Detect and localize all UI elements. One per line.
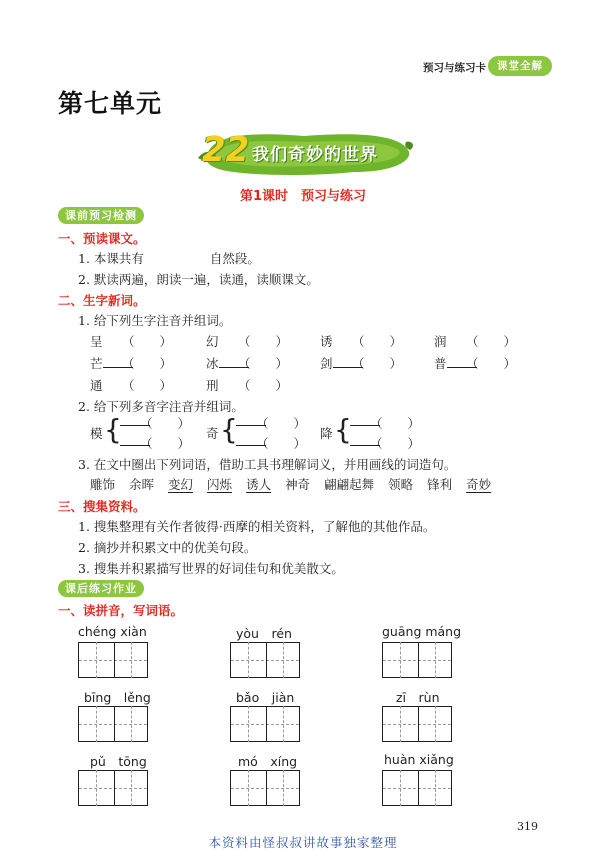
paren: （ ） <box>122 378 173 393</box>
section-heading-2: 二、生字新词。 <box>58 293 146 308</box>
polyphone-group <box>320 414 430 450</box>
question-2-2: 2. 给下列多音字注音并组词。 <box>78 399 244 414</box>
pinyin-label: zī rùn <box>396 690 440 705</box>
paren: （ ） <box>140 436 191 451</box>
char-cell: 呈 <box>90 334 103 349</box>
char-cell: 芒 <box>90 354 133 372</box>
char-cell: 诱 <box>320 334 333 349</box>
vocab-row <box>90 475 491 493</box>
polyphone-group <box>206 414 316 450</box>
section-pill-preview: 课前预习检测 <box>58 207 144 224</box>
pinyin-label: pǔ tōng <box>90 754 147 769</box>
question-1-1 <box>78 249 260 267</box>
footer-watermark: 本资料由怪叔叔讲故事独家整理 <box>208 835 398 850</box>
vocab-word: 翩翩起舞 <box>324 477 375 492</box>
vocab-word: 雕饰 <box>90 477 116 492</box>
polyphone-char: 模 <box>90 426 103 441</box>
paren: （ ） <box>352 356 403 371</box>
char-cell: 普 <box>434 354 477 372</box>
vocab-word: 领略 <box>388 477 414 492</box>
char-cell: 冰 <box>206 354 249 372</box>
question-2-1: 1. 给下列生字注音并组词。 <box>78 313 232 328</box>
lesson-banner <box>194 128 416 178</box>
paren: （ ） <box>122 334 173 349</box>
char-cell: 刑 <box>206 378 219 393</box>
writing-grid[interactable] <box>382 642 452 678</box>
header-badge: 课堂全解 <box>488 56 552 76</box>
banner-title: 我们奇妙的世界 <box>252 145 378 165</box>
vocab-word: 余晖 <box>129 477 155 492</box>
header-label: 预习与练习卡 <box>423 62 486 74</box>
pinyin-label: mó xíng <box>238 754 298 769</box>
polyphone-group <box>90 414 200 450</box>
writing-grid[interactable] <box>78 770 148 806</box>
section-pill-homework: 课后练习作业 <box>58 580 144 597</box>
vocab-word: 锋利 <box>427 477 453 492</box>
paren: （ ） <box>238 334 289 349</box>
polyphone-char: 降 <box>320 426 333 441</box>
paren: （ ） <box>466 356 517 371</box>
paren: （ ） <box>466 334 517 349</box>
writing-grid[interactable] <box>382 770 452 806</box>
char-cell: 通 <box>90 378 103 393</box>
question-3-1: 1. 搜集整理有关作者彼得·西摩的相关资料，了解他的其他作品。 <box>78 519 436 534</box>
pinyin-label: yòu rén <box>236 626 292 641</box>
paren: （ ） <box>370 436 421 451</box>
char-cell: 剑 <box>320 354 363 372</box>
writing-grid[interactable] <box>382 706 452 742</box>
paren: （ ） <box>370 416 421 431</box>
paren: （ ） <box>238 378 289 393</box>
pinyin-label: huàn xiǎng <box>384 752 454 767</box>
vocab-word-underlined: 奇妙 <box>466 477 492 492</box>
question-2-3: 3. 在文中圈出下列词语，借助工具书理解词义，并用画线的词造句。 <box>78 457 457 472</box>
question-text-end: 自然段。 <box>209 251 260 266</box>
vocab-word-underlined: 闪烁 <box>207 477 233 492</box>
vocab-word: 神奇 <box>285 477 311 492</box>
pinyin-label: bīng lěng <box>84 690 151 705</box>
paren: （ ） <box>256 416 307 431</box>
brace-icon: { <box>334 413 352 446</box>
section-heading-3: 三、搜集资料。 <box>58 499 146 514</box>
writing-grid[interactable] <box>230 706 300 742</box>
lesson-title: 第1课时 预习与练习 <box>239 189 367 204</box>
pinyin-label: bǎo jiàn <box>236 690 295 705</box>
brace-icon: { <box>220 413 238 446</box>
brace-icon: { <box>104 413 122 446</box>
pinyin-label: guāng máng <box>382 624 462 639</box>
question-1-2: 2. 默读两遍，朗读一遍，读通，读顺课文。 <box>78 272 319 287</box>
paren: （ ） <box>256 436 307 451</box>
section-heading-homework: 一、读拼音，写词语。 <box>58 603 184 618</box>
unit-title: 第七单元 <box>58 89 163 118</box>
paren: （ ） <box>122 356 173 371</box>
page-number: 319 <box>517 820 538 833</box>
char-cell: 润 <box>434 334 447 349</box>
question-3-3: 3. 搜集并积累描写世界的好词佳句和优美散文。 <box>78 561 344 576</box>
writing-grid[interactable] <box>230 770 300 806</box>
paren: （ ） <box>238 356 289 371</box>
banner-number: 22 <box>202 130 250 170</box>
polyphone-char: 奇 <box>206 426 219 441</box>
question-3-2: 2. 摘抄并积累文中的优美句段。 <box>78 540 257 555</box>
section-heading-1: 一、预读课文。 <box>58 231 146 246</box>
paren: （ ） <box>140 416 191 431</box>
vocab-word-underlined: 诱人 <box>246 477 272 492</box>
writing-grid[interactable] <box>78 706 148 742</box>
char-cell: 幻 <box>206 334 219 349</box>
vocab-word-underlined: 变幻 <box>168 477 194 492</box>
question-text: 1. 本课共有 <box>78 251 144 266</box>
paren: （ ） <box>352 334 403 349</box>
pinyin-label: chéng xiàn <box>78 624 147 639</box>
writing-grid[interactable] <box>78 642 148 678</box>
writing-grid[interactable] <box>230 642 300 678</box>
